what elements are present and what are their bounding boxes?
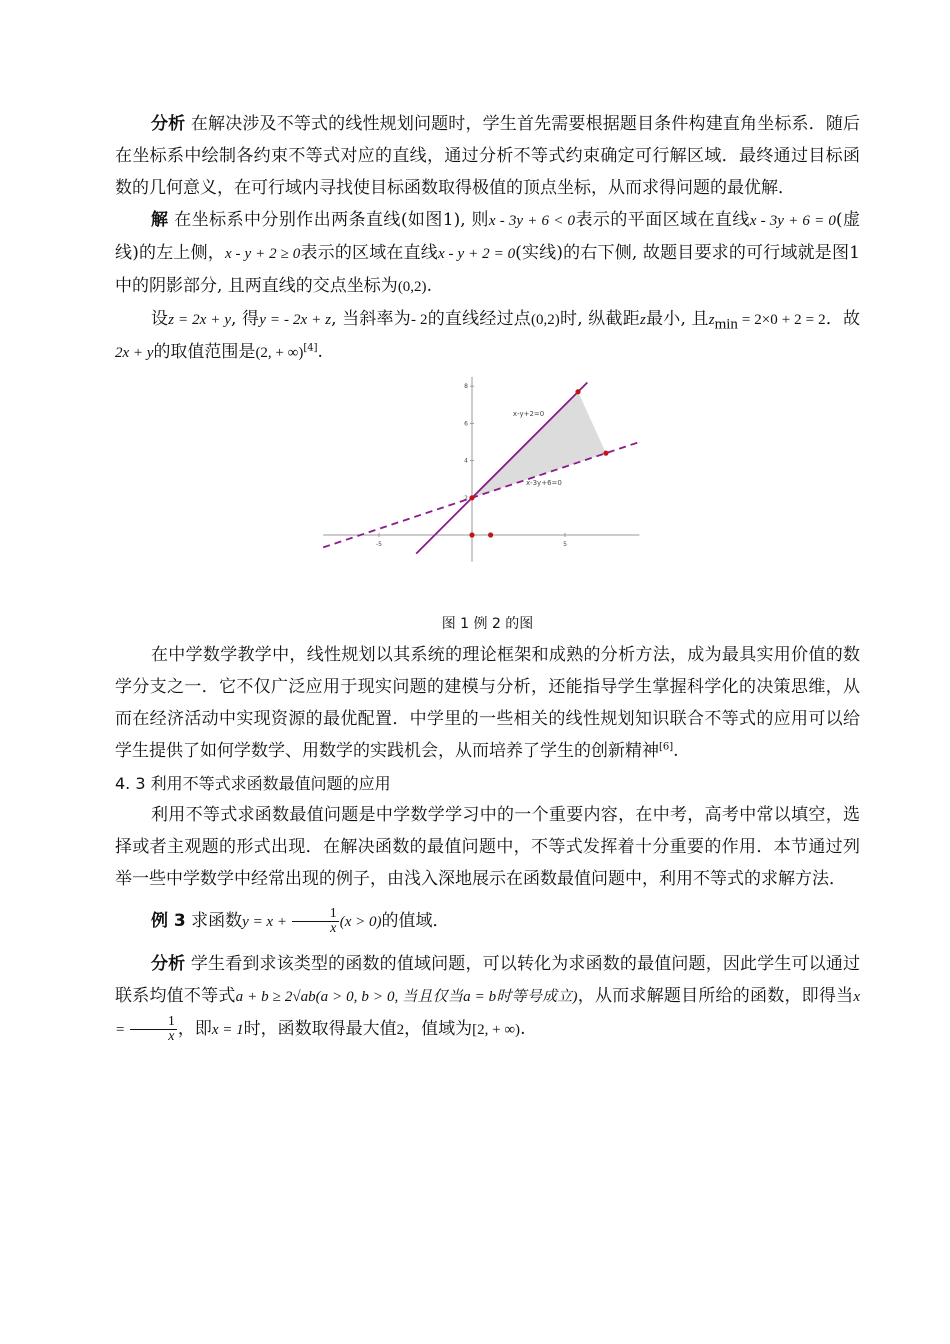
am-gm-condition: (a > 0, b > 0, 当且仅当a = b时等号成立): [315, 989, 578, 1005]
line-form: y = - 2x + z: [259, 312, 332, 328]
text: (虚线)的左上侧，: [115, 210, 860, 263]
text: 的直线经过点: [427, 309, 532, 329]
data-point: [575, 389, 580, 394]
analysis-text: 在解决涉及不等式的线性规划问题时，学生首先需要根据题目条件构建直角坐标系．随后在坐标系中绘制各约束不等式对应的直线，通过分析不等式约束确定可行解区域．最终通过目标函数的几何意义，在可行域内寻找使目标函数取得极值的顶点坐标，从而求得问题的最优解．: [115, 114, 861, 198]
text: 在坐标系中分别作出两条直线(如图1), 则: [168, 210, 489, 230]
solid-line-x-y+2: [416, 382, 587, 553]
denominator: x: [168, 1029, 175, 1044]
expression: 2x + y: [115, 345, 154, 361]
example-3: [115, 905, 860, 938]
slope-value: - 2: [411, 312, 428, 328]
text: ．故: [825, 309, 861, 329]
text: 最小, 且: [645, 309, 709, 329]
inequality-2: x - y + 2 ≥ 0: [224, 246, 301, 262]
figure-caption: 图 1 例 2 的图: [441, 616, 534, 632]
text: 的值域．: [381, 911, 450, 931]
page-content: [115, 108, 860, 1046]
text: , 得: [231, 309, 260, 329]
analysis-paragraph: [115, 108, 860, 204]
domain: (x > 0): [339, 914, 382, 930]
citation: [4]: [303, 342, 318, 354]
data-point: [488, 532, 493, 537]
text: 在中学数学教学中，线性规划以其系统的理论框架和成熟的分析方法，成为最具实用价值的数学分支之一．它不仅广泛应用于现实问题的建模与分析，还能指导学生掌握科学化的决策思维，从而在经济活动中实现资源的最优配置．中学里的一些相关的线性规划知识联合不等式的应用可以给学生提供了如何学数学、用数学的实践机会，从而培养了学生的创新精神: [115, 645, 860, 761]
data-point: [469, 532, 474, 537]
feasible-region-chart: [320, 373, 650, 605]
range: [2, + ∞): [472, 1022, 521, 1038]
text: ，值域为: [404, 1019, 473, 1039]
equality-expr: x =: [115, 989, 861, 1038]
section-heading: 4. 3 利用不等式求函数最值问题的应用: [115, 774, 391, 793]
z-min-sub: min: [714, 316, 738, 333]
text: .: [673, 741, 679, 761]
z-min-value: = 2×0 + 2 = 2: [737, 312, 826, 328]
point: (0,2): [531, 312, 560, 328]
text: ，即: [177, 1019, 212, 1039]
objective-paragraph: [115, 303, 860, 369]
line-label: x-3y+6=0: [525, 478, 562, 487]
text: , 当斜率为: [331, 309, 411, 329]
figure-1: [115, 373, 860, 609]
citation: [6]: [659, 741, 674, 753]
analysis-2-paragraph: [115, 948, 860, 1046]
text: (实线)的右下侧, 故题目要求的可行域就是图1中的阴影部分, 且两直线的交点坐标为: [115, 243, 860, 296]
x-value: x = 1: [211, 1022, 244, 1038]
solution-label: 解: [151, 210, 169, 230]
y-tick-label: 2: [464, 494, 468, 502]
text: 利用不等式求函数最值问题是中学数学学习中的一个重要内容，在中考，高考中常以填空，选择或者主观题的形式出现．在解决函数的最值问题中，不等式发挥着十分重要的作用．本节通过列举一些中学数学中经常出现的例子，由浅入深地展示在函数最值问题中，利用不等式的求解方法．: [115, 805, 860, 889]
text: 时，函数取得最大值: [243, 1019, 397, 1039]
section-intro-paragraph: [115, 799, 860, 895]
numerator: 1: [130, 1015, 177, 1030]
x-tick-label: 5: [563, 541, 567, 548]
teaching-paragraph: [115, 639, 860, 767]
intercept-var: z: [639, 312, 646, 328]
y-tick-label: 8: [464, 383, 468, 391]
range: (2, + ∞): [255, 345, 304, 361]
am-gm-inequality: a + b ≥ 2√ab: [235, 989, 316, 1005]
dashed-line-x-3y+6: [323, 442, 639, 547]
line-2-equation: x - y + 2 = 0: [437, 246, 516, 262]
solution-paragraph: [115, 204, 860, 303]
data-point: [603, 451, 608, 456]
text: 表示的区域在直线: [300, 243, 438, 263]
text: .: [426, 276, 432, 296]
fraction: [292, 907, 339, 936]
x-tick-label: -5: [376, 541, 382, 548]
line-label: x-y+2=0: [512, 409, 545, 418]
analysis-label: 分析: [151, 954, 186, 974]
intersection-point: (0,2): [397, 279, 427, 295]
text: 求函数: [185, 911, 243, 931]
text: 时, 纵截距: [559, 309, 640, 329]
denominator: x: [330, 921, 337, 936]
numerator: 1: [292, 907, 339, 922]
max-value: 2: [396, 1022, 405, 1038]
inequality-1: x - 3y + 6 < 0: [488, 213, 576, 229]
text: .: [317, 342, 323, 362]
function-expr: y = x +: [242, 914, 291, 930]
text: 设: [151, 309, 169, 329]
example-label: 例 3: [151, 911, 186, 931]
y-tick-label: 6: [464, 420, 468, 428]
text: ，从而求解题目所给的函数，即得当: [577, 986, 854, 1006]
line-1-equation: x - 3y + 6 = 0: [749, 213, 836, 229]
y-tick-label: 4: [464, 457, 468, 465]
analysis-label: 分析: [151, 114, 186, 134]
z-min-var: z: [708, 312, 715, 328]
text: .: [520, 1019, 526, 1039]
text: 的取值范围是: [153, 342, 256, 362]
text: 学生看到求该类型的函数的值域问题，可以转化为求函数的最值问题，因此学生可以通过联系均值不等式: [115, 954, 861, 1006]
data-point: [469, 495, 474, 500]
fraction: [130, 1015, 177, 1044]
text: 表示的平面区域在直线: [575, 210, 750, 230]
objective-function: z = 2x + y: [168, 312, 232, 328]
